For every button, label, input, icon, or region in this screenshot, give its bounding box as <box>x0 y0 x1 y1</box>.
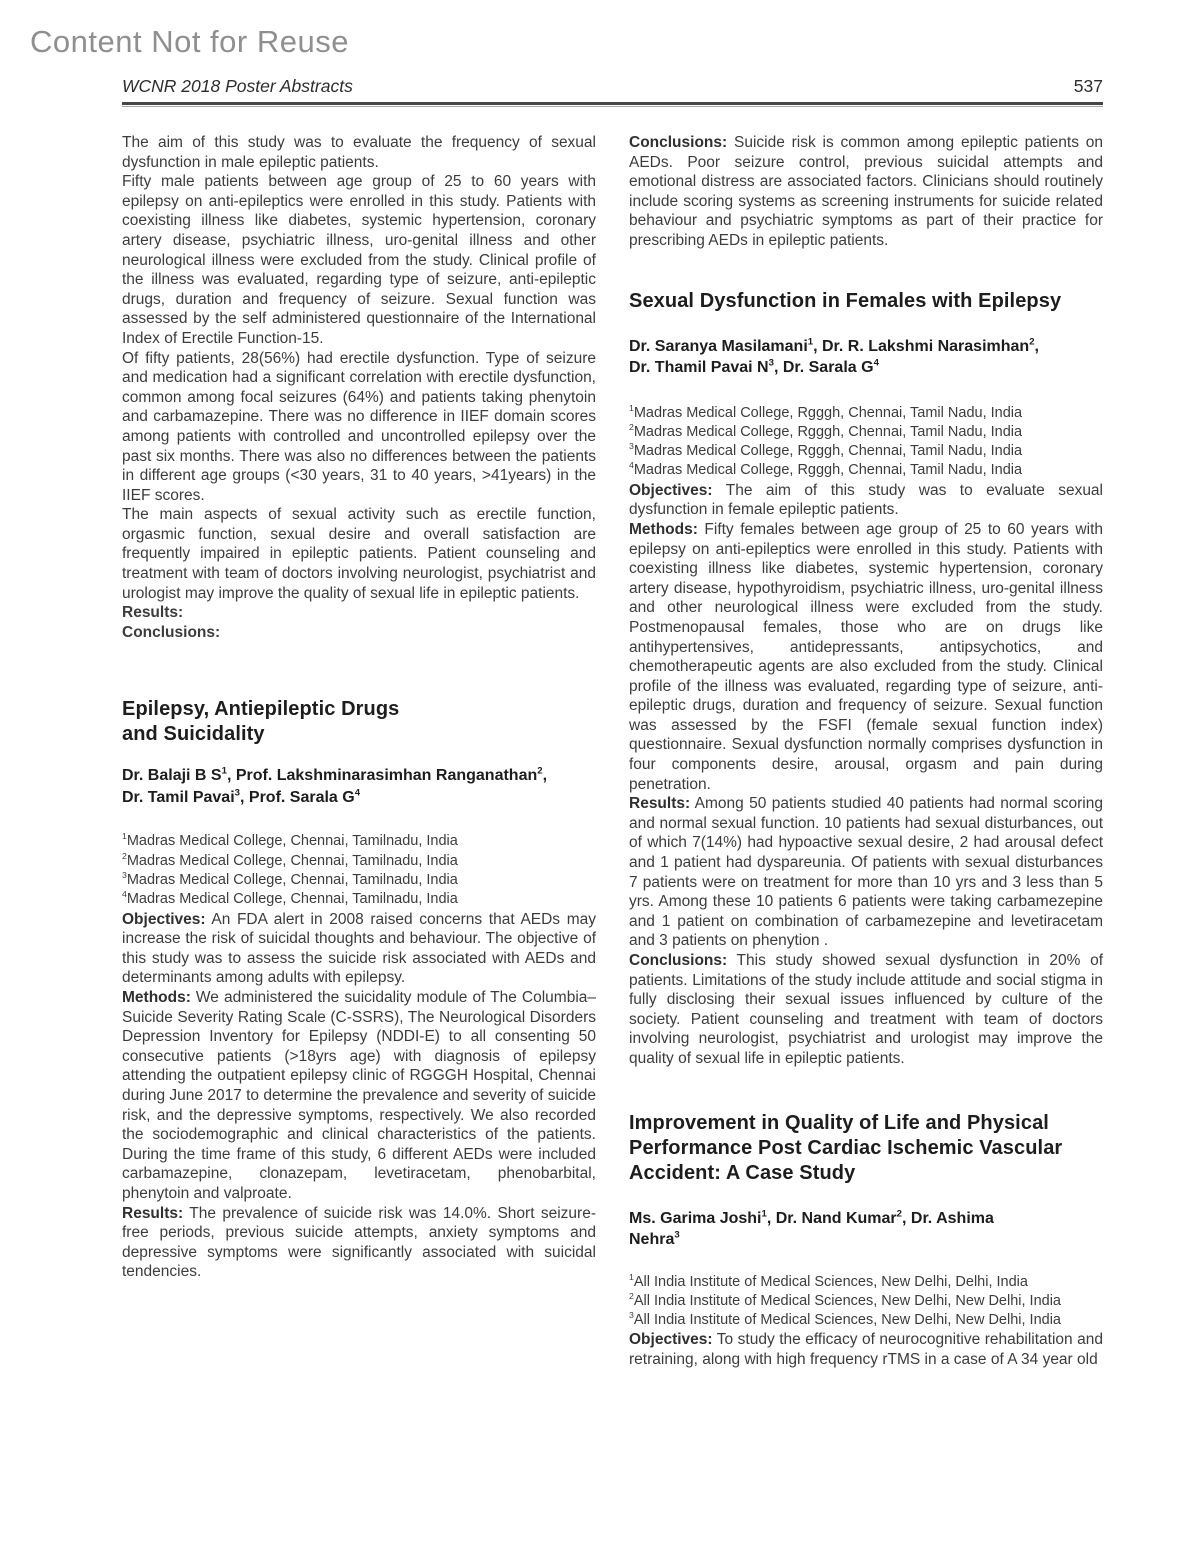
abstract4-authors: Ms. Garima Joshi$^1$, Dr. Nand Kumar$^2$, Dr. Ashima Nehra$^3$ <box>629 1208 994 1249</box>
left-column <box>122 133 596 1370</box>
affiliation-line: $^3$Madras Medical College, Rgggh, Chennai, Tamil Nadu, India <box>629 441 1023 460</box>
header-rule <box>122 102 1103 107</box>
abstract1-methods-paragraph: Fifty male patients between age group of 25 to 60 years with epilepsy on anti-epileptics were enrolled in this study. Patients with coexisting illness like diabetes, systemic hypertension, coronary artery disease, psychiatric illness, uro-genital illness and other neurological illness were excluded from the study. Clinical profile of the illness was evaluated, regarding type of seizure, anti-epileptic drugs, duration and frequency of seizure. Sexual function was assessed by the self administered questionnaire of the International Index of Erectile Function-15. <box>122 173 596 347</box>
abstract1-findings-paragraph: Of fifty patients, 28(56%) had erectile dysfunction. Type of seizure and medication had a significant correlation with erectile dysfunction, common among focal seizures (64%) and patients taking phenytoin and carbamazepine. There was no difference in IIEF domain scores among patients with controlled and uncontrolled epilepsy over the past six months. There was also no differences between the patients in different age groups (<30 years, 31 to 40 years, >41years) in the IIEF scores. <box>122 349 596 504</box>
watermark-text: Content Not for Reuse <box>30 24 349 59</box>
abstract3-objectives-paragraph: Objectives: The aim of this study was to evaluate sexual dysfunction in female epileptic patients. <box>629 481 1103 519</box>
abstract1-conclusions-paragraph: Conclusions: Suicide risk is common among epileptic patients on AEDs. Poor seizure control, previous suicidal attempts and emotional distress are associated factors. Clinicians should routinely include scoring systems as screening instruments for suicide related behaviour and psychiatric symptoms as part of their practice for prescribing AEDs in epileptic patients. <box>629 134 1103 249</box>
abstract1-discussion-paragraph: The main aspects of sexual activity such as erectile function, orgasmic function, sexual desire and overall satisfaction are frequently impaired in epileptic patients. Patient counseling and treatment with team of doctors involving neurologist, psychiatrist and urologist may improve the quality of sexual life in epileptic patients. <box>122 506 596 602</box>
abstract2-title-line-1: Epilepsy, Antiepileptic Drugs <box>122 698 400 721</box>
abstract3-affiliations <box>629 404 1103 481</box>
affiliation-line: $^2$All India Institute of Medical Sciences, New Delhi, New Delhi, India <box>629 1291 1061 1309</box>
abstract3-results-paragraph: Results: Among 50 patients studied 40 patients had normal scoring and normal sexual function. 10 patients had sexual disturbances, out of which 7(14%) had hypoactive sexual desire, 2 had arousal defect and 1 patient had dyspareunia. Of patients with sexual disturbances 7 patients were on treatment for more than 10 yrs and 3 less than 5 yrs. Among these 10 patients 6 patients were taking carbamezepine and 1 patient on combination of carbamezepine and levetiracetam and 3 patients on phenytion . <box>629 795 1103 950</box>
abstract1-results-label: Results: <box>122 604 184 622</box>
abstract3-title-line-1: Sexual Dysfunction in Females with Epilepsy <box>629 289 1062 312</box>
abstract2-methods-paragraph: Methods: We administered the suicidality module of The Columbia–Suicide Severity Rating Scale (C-SSRS), The Neurological Disorders Depression Inventory for Epilepsy (NDDI-E) to all consenting 50 consecutive patients (>18yrs age) with diagnosis of epilepsy attending the outpatient epilepsy clinic of RGGGH Hospital, Chennai during June 2017 to determine the prevalence and severity of suicide risk, and the depressive symptoms, respectively. We also recorded the sociodemographic and clinical characteristics of the patients. During the time frame of this study, 6 different AEDs were included carbamazepine, clonazepam, levetiracetam, phenobarbital, phenytoin and valproate. <box>122 989 596 1202</box>
abstract4-objectives-paragraph: Objectives: To study the efficacy of neurocognitive rehabilitation and retraining, along with high frequency rTMS in a case of A 34 year old <box>629 1331 1103 1369</box>
abstract2-affiliations <box>122 832 596 909</box>
abstract2-title-line-2: and Suicidality <box>122 723 265 746</box>
affiliation-line: $^1$All India Institute of Medical Sciences, New Delhi, Delhi, India <box>629 1271 1028 1290</box>
abstract4-title-line-2: Performance Post Cardiac Ischemic Vascular <box>629 1136 1063 1159</box>
header-rule-dark-line <box>122 102 1103 105</box>
affiliation-line: $^4$Madras Medical College, Chennai, Tamilnadu, India <box>122 889 458 908</box>
header-rule-light-line <box>122 106 1103 107</box>
abstract2-authors: Dr. Balaji B $S^1$, Prof. Lakshminarasimhan Ranganathan$^2$, Dr. Tamil Pavai$^3$, Prof. Sarala $G^4$ <box>122 766 548 806</box>
affiliation-line: $^2$Madras Medical College, Rgggh, Chennai, Tamil Nadu, India <box>629 422 1023 440</box>
affiliation-line: $^1$Madras Medical College, Rgggh, Chennai, Tamil Nadu, India <box>629 402 1023 421</box>
abstract4-title <box>629 1111 1103 1186</box>
abstract1-conclusions-label: Conclusions: <box>122 623 221 641</box>
abstract3-conclusions-paragraph: Conclusions: This study showed sexual dysfunction in 20% of patients. Limitations of the study include attitude and social stigma in fully disclosing their sexual issues influenced by culture of the society. Patient counseling and treatment with team of doctors involving neurologist, psychiatrist and urologist may improve the quality of sexual life in epileptic patients. <box>629 952 1103 1067</box>
abstract4-affiliations <box>629 1273 1103 1331</box>
affiliation-line: $^3$All India Institute of Medical Sciences, New Delhi, New Delhi, India <box>629 1310 1061 1329</box>
page-number: 537 <box>1073 76 1103 96</box>
abstract2-objectives-paragraph: Objectives: An FDA alert in 2008 raised concerns that AEDs may increase the risk of suicidal thoughts and behaviour. The objective of this study was to assess the suicide risk associated with AEDs and determinants among adults with epilepsy. <box>122 910 596 987</box>
abstract3-authors: Dr. Saranya Masilamani$^1$, Dr. R. Lakshmi Narasimhan$^2$, Dr. Thamil Pavai $N^3$, Dr. Sarala $G^4$ <box>629 336 1039 377</box>
affiliation-line: $^2$Madras Medical College, Chennai, Tamilnadu, India <box>122 850 458 869</box>
abstract1-aim-paragraph: The aim of this study was to evaluate the frequency of sexual dysfunction in male epileptic patients. <box>122 134 596 171</box>
affiliation-line: $^4$Madras Medical College, Rgggh, Chennai, Tamil Nadu, India <box>629 460 1023 479</box>
two-column-body <box>122 133 1103 1370</box>
affiliation-line: $^1$Madras Medical College, Chennai, Tamilnadu, India <box>122 831 458 850</box>
page-header <box>122 76 1103 97</box>
right-column <box>629 133 1103 1370</box>
abstract3-title <box>629 289 1103 314</box>
running-head: WCNR 2018 Poster Abstracts <box>122 76 353 96</box>
abstract4-title-line-3: Accident: A Case Study <box>629 1161 856 1184</box>
affiliation-line: $^3$Madras Medical College, Chennai, Tamilnadu, India <box>122 870 458 889</box>
abstract4-title-line-1: Improvement in Quality of Life and Physical <box>629 1111 1049 1134</box>
abstract2-title <box>122 697 596 747</box>
abstract2-results-paragraph: Results: The prevalence of suicide risk was 14.0%. Short seizure-free periods, previous suicide attempts, anxiety symptoms and depressive symptoms were significantly associated with suicidal tendencies. <box>122 1204 596 1281</box>
abstract3-methods-paragraph: Methods: Fifty females between age group of 25 to 60 years with epilepsy on anti-epileptics were enrolled in this study. Patients with coexisting illness like diabetes, systemic hypertension, coronary artery disease, hypothyroidism, psychiatric illness, uro-genital illness and other neurological illness were excluded from the study. Postmenopausal females, those who are on drugs like antihypertensives, antidepressants, antipsychotics, and chemotherapeutic agents are also excluded from the study. Clinical profile of the illness was evaluated, regarding type of seizure, anti-epileptic drugs, duration and frequency of seizure. Sexual function was assessed by the FSFI (female sexual function index) questionnaire. Sexual dysfunction normally comprises dysfunction in four components desire, arousal, orgasm and pain during penetration. <box>629 520 1103 793</box>
